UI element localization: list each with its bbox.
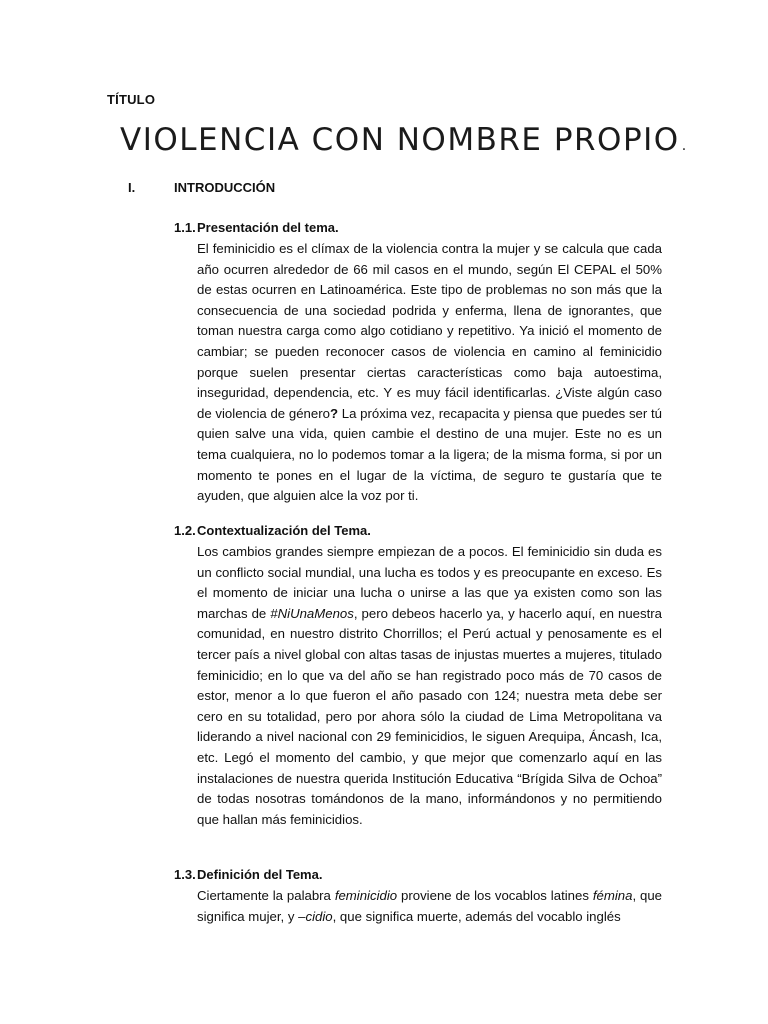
paragraph-run-italic: #NiUnaMenos [270,605,354,621]
paragraph-run-bold: ? [329,405,338,421]
paragraph-run: , pero debeos hacerlo ya, y hacerlo aquí, en nuestra comunidad, en nuestro distrito Chorrillos; el Perú actual y penosamente es el tercer país a nivel global con altas tasas de injustas muertes a mujeres, titulado feminicidio; en lo que va del año se han registrado poco más de 70 casos de estor, menor a lo que fueron el año pasado con 124; nuestra meta debe ser cero en su totalidad, pero por ahora sólo la ciudad de Lima Metropolitana va liderando a nivel nacional con 29 feminicidios, le siguen Arequipa, Áncash, Ica, etc. Legó el momento del cambio, y que mejor que comenzarlo aquí en las instalaciones de nuestra querida Institución Educativa “Brígida Silva de Ochoa” de todas nosotras tomándonos de la mano, informándonos y no permitiendo que hallan más feminicidios. [197,605,662,827]
document-title-dot: . [681,138,688,154]
section-number: I. [128,180,136,195]
paragraph-run: , que significa mujer, y – [197,888,663,924]
paragraph-run: Ciertamente la palabra [197,888,335,903]
subsection-title: Definición del Tema. [197,867,323,882]
document-title [120,122,688,158]
subsection-heading [174,522,662,540]
subsection-paragraph [197,239,662,507]
subsection-1-1 [174,219,662,507]
subsection-number: 1.2. [174,523,196,538]
subsection-1-2 [174,522,662,830]
section-title: INTRODUCCIÓN [174,180,276,195]
paragraph-run: Los cambios grandes siempre empiezan de a pocos. El feminicidio sin duda es un conflicto social mundial, una lucha es todos y es preocupante en exceso. Es el momento de iniciar una lucha o unirse a las que ya existen como son las marchas de [197,544,662,621]
paragraph-run: proviene de los vocablos latines [397,888,593,903]
paragraph-run-italic: fémina [592,888,633,903]
subsection-heading [174,866,662,884]
document-title-text: VIOLENCIA CON NOMBRE PROPIO [120,122,680,158]
paragraph-run: La próxima vez, recapacita y piensa que puedes ser tú quien salve una vida, quien cambie el destino de una mujer. Este no es un tema cualquiera, no lo podemos tomar a la ligera; de la misma forma, si por un momento te pones en el lugar de la víctima, de seguro te gustaría que te ayuden, que alguien alce la voz por ti. [197,405,663,504]
subsection-1-3 [174,866,662,927]
paragraph-run: El feminicidio es el clímax de la violencia contra la mujer y se calcula que cada año ocurren alrededor de 66 mil casos en el mundo, según El CEPAL el 50% de estas ocurren en Latinoamérica. Este tipo de problemas no son más que la consecuencia de una sociedad podrida y enferma, llena de ignorantes, que toman nuestra carga como algo cotidiano y repetitivo. Ya inició el momento de cambiar; se pueden reconocer casos de violencia en camino al feminicidio porque suelen presentar ciertas características como baja autoestima, inseguridad, dependencia, etc. Y es muy fácil identificarlas. ¿Viste algún caso de violencia de género [197,241,662,421]
subsection-title: Contextualización del Tema. [197,523,371,538]
subsection-paragraph [197,886,662,927]
subsection-title: Presentación del tema. [197,220,339,235]
paragraph-run-italic: cidio [305,908,333,924]
subsection-paragraph [197,542,662,830]
document-label: TÍTULO [107,92,156,107]
subsection-heading [174,219,662,237]
subsection-number: 1.1. [174,220,196,235]
paragraph-run-italic: feminicidio [334,888,398,903]
subsection-number: 1.3. [174,867,196,882]
paragraph-run: , que significa muerte, además del vocablo inglés [332,908,621,924]
